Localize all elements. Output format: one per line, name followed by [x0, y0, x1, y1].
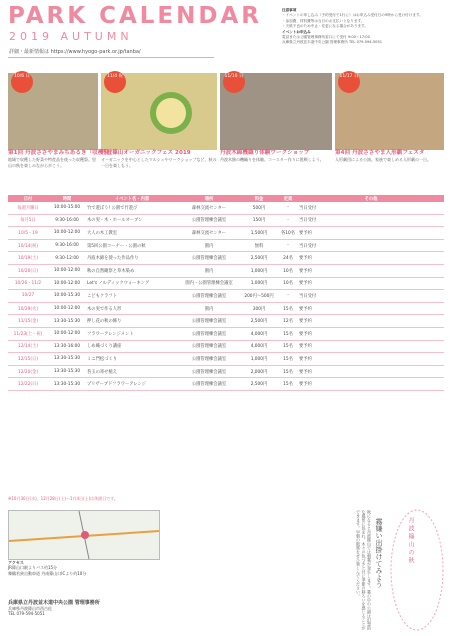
- cell-time: 10:00-15:00: [48, 202, 86, 214]
- col-event: イベント名・内容: [86, 195, 178, 202]
- col-capacity: 定員: [278, 195, 298, 202]
- cell-fee: 4,000円: [240, 327, 278, 340]
- access-line: JR篠山口駅よりバス約15分: [8, 565, 58, 571]
- cell-other: 要予約: [298, 315, 444, 328]
- cell-date: 10/5・19: [8, 227, 48, 240]
- cell-other: 要予約: [298, 365, 444, 378]
- access-info: [8, 560, 158, 576]
- cell-cap: 15名: [278, 365, 298, 378]
- cell-date: 10/14(祝): [8, 239, 48, 252]
- cell-place: 園内・公園管理棟会議室: [178, 277, 240, 290]
- cell-time: 10:00-15:30: [48, 290, 86, 303]
- table-row: [8, 365, 444, 378]
- cell-other: 要予約: [298, 302, 444, 315]
- apply-line: 電話または公園管理事務所窓口にて受付 9:00～17:00: [282, 35, 370, 40]
- management-office: [8, 601, 178, 617]
- schedule-table: [8, 195, 444, 391]
- table-row: [8, 214, 444, 227]
- decorative-circle: [388, 505, 446, 635]
- table-row: [8, 353, 444, 366]
- cell-place: 園内: [178, 302, 240, 315]
- cell-time: 9:30-12:00: [48, 252, 86, 265]
- notice-box: [282, 8, 444, 66]
- cell-other: 要予約: [298, 264, 444, 277]
- cell-date: 12/15(日): [8, 353, 48, 366]
- cell-place: 森林交流センター: [178, 202, 240, 214]
- cell-fee: 1,500円: [240, 227, 278, 240]
- cell-place: 公園管理棟会議室: [178, 378, 240, 391]
- cell-time: 9:30-16:00: [48, 239, 86, 252]
- feature-photo: [335, 73, 444, 150]
- cell-date: 10/29(火): [8, 302, 48, 315]
- cell-fee: 500円: [240, 202, 278, 214]
- feature-caption: [8, 150, 115, 191]
- cell-time: 13:30-16:00: [48, 340, 86, 353]
- table-row: [8, 252, 444, 265]
- cell-name: Let's ノルディックウォーキング: [86, 277, 178, 290]
- notice-line: ・イベントの申し込み（予約受付で1行に）はお申込み受付日の9時から受け付けます。: [282, 13, 423, 18]
- cell-other: 要予約: [298, 378, 444, 391]
- table-row: [8, 227, 444, 240]
- apply-heading: イベントお申込み: [282, 29, 311, 34]
- cell-cap: 15名: [278, 327, 298, 340]
- cell-other: 当日受付: [298, 202, 444, 214]
- cell-date: 12/14(土): [8, 340, 48, 353]
- cell-fee: 1,000円: [240, 277, 278, 290]
- cell-time: 10:00-12:00: [48, 327, 86, 340]
- cell-fee: 150円: [240, 214, 278, 227]
- col-place: 場所: [178, 195, 240, 202]
- cell-date: 10/20(日): [8, 264, 48, 277]
- feature-text: 人形劇団による公演。家族で楽しめる人形劇の一日。: [335, 157, 431, 163]
- table-header-row: [8, 195, 444, 202]
- cell-name: 木の実で作る人形: [86, 302, 178, 315]
- feature-text: 地域で収穫した野菜や特産品を使った収穫祭。里山の秋を楽しみながら歩こう。: [8, 157, 96, 168]
- feature-photo: [8, 73, 98, 150]
- cell-date: 10/19(土): [8, 252, 48, 265]
- cell-cap: -: [278, 202, 298, 214]
- cell-name: 秋の自然観察と草木染め: [86, 264, 178, 277]
- cell-date: 11/15(金): [8, 315, 48, 328]
- cell-place: 公園管理棟会議室: [178, 340, 240, 353]
- date-pin: 10/6 日: [11, 71, 33, 93]
- feature-text: 丹波木綿の機織りを体験。コースター作りに挑戦しよう。: [220, 157, 324, 163]
- cell-time: 10:00-12:00: [48, 264, 86, 277]
- circle-label: 丹波篠山の秋: [407, 517, 414, 565]
- schedule-body: [8, 202, 444, 390]
- cell-other: 当日受付: [298, 239, 444, 252]
- cell-date: 10/27: [8, 290, 48, 303]
- access-heading: アクセス: [8, 560, 24, 565]
- cell-fee: 2,500円: [240, 378, 278, 391]
- cell-cap: -: [278, 239, 298, 252]
- circle-ring: [388, 505, 446, 635]
- cell-fee: 2,500円: [240, 315, 278, 328]
- cell-place: 森林交流センター: [178, 227, 240, 240]
- cell-name: こどもクラフト: [86, 290, 178, 303]
- cell-time: 9:30-16:00: [48, 214, 86, 227]
- cell-cap: 各10名: [278, 227, 298, 240]
- essay-title: 霧嫌い出掛けてみよう: [375, 518, 383, 588]
- organic-fes-graphic: [131, 91, 211, 135]
- cell-time: 10:00-12:00: [48, 302, 86, 315]
- table-row: [8, 202, 444, 214]
- page-title: PARK CALENDAR: [8, 3, 262, 29]
- feature-title: 丹波篠山オーガニックフェス 2019: [101, 150, 191, 156]
- cell-other: 要予約: [298, 340, 444, 353]
- cell-place: 公園管理棟会議室: [178, 214, 240, 227]
- essay-text: 秋になると丹波篠山では朝霧が発生します。霧の中の公園は幻想的な風景に包まれ、木々の色づきと共に季節の移ろいを感じることができます。早朝の散策をぜひ楽しんでください。: [356, 510, 372, 630]
- col-time: 時間: [48, 195, 86, 202]
- table-row: [8, 277, 444, 290]
- cell-other: 要予約: [298, 327, 444, 340]
- cell-name: 第5回公園コーナー・公園の秋: [86, 239, 178, 252]
- cell-cap: 15名: [278, 302, 298, 315]
- cell-date: 11/23(土・祝): [8, 327, 48, 340]
- cell-fee: 無料: [240, 239, 278, 252]
- table-row: [8, 340, 444, 353]
- feature-caption: [101, 151, 217, 191]
- feature-title: 第4回 丹波ささやま人形劇フェスタ: [335, 150, 425, 156]
- table-row: [8, 378, 444, 391]
- cell-cap: 15名: [278, 353, 298, 366]
- map-graphic: [9, 511, 159, 559]
- notice-heading: 注意事項: [282, 8, 297, 12]
- cell-name: 苔玉の寄せ植え: [86, 365, 178, 378]
- col-fee: 料金: [240, 195, 278, 202]
- cell-date: 毎週月曜日: [8, 202, 48, 214]
- table-row: [8, 239, 444, 252]
- cell-name: しめ縄づくり講座: [86, 340, 178, 353]
- cell-place: 公園管理棟会議室: [178, 327, 240, 340]
- feature-caption: [220, 151, 332, 191]
- col-other: その他: [298, 195, 444, 202]
- cell-name: ミニ門松づくり: [86, 353, 178, 366]
- notice-line: ・天候不良のため中止・変更になる場合があります。: [282, 24, 368, 29]
- date-pin: 11/4 祝: [104, 71, 126, 93]
- date-pin: 11/17 日: [338, 71, 360, 93]
- table-row: [8, 264, 444, 277]
- col-date: 日付: [8, 195, 48, 202]
- cell-cap: 12名: [278, 315, 298, 328]
- header-divider: [8, 57, 214, 58]
- cell-fee: 4,000円: [240, 340, 278, 353]
- cell-time: 13:30-15:30: [48, 378, 86, 391]
- cell-name: 木の実・木・ホールオーブン: [86, 214, 178, 227]
- cell-place: 公園管理棟会議室: [178, 315, 240, 328]
- cell-cap: 24名: [278, 252, 298, 265]
- cell-fee: 1,000円: [240, 353, 278, 366]
- cell-time: 13:30-15:30: [48, 353, 86, 366]
- cell-other: 要予約: [298, 252, 444, 265]
- cell-cap: 15名: [278, 378, 298, 391]
- cell-name: 丹波木綿を使った作品作り: [86, 252, 178, 265]
- cell-name: 竹で遊ぼう! 公園で竹遊び: [86, 202, 178, 214]
- table-row: [8, 315, 444, 328]
- cell-place: 園内: [178, 239, 240, 252]
- cell-time: 13:30-15:30: [48, 315, 86, 328]
- cell-cap: -: [278, 214, 298, 227]
- cell-date: 12/20(金): [8, 365, 48, 378]
- feature-title: 第1回 丹波ささやまみちあるき「収穫祭」: [8, 150, 115, 156]
- feature-photo: [101, 73, 217, 150]
- cell-fee: 300円: [240, 302, 278, 315]
- cell-fee: 2,000円: [240, 365, 278, 378]
- access-line: 舞鶴若狭自動車道 丹南篠山口ICより約10分: [8, 570, 87, 576]
- table-row: [8, 327, 444, 340]
- cell-name: 大人の木工教室: [86, 227, 178, 240]
- cell-time: 13:30-15:30: [48, 365, 86, 378]
- apply-line: 兵庫県立丹波並木道中央公園 管理事務所 TEL 079-594-5051: [282, 40, 383, 45]
- cell-name: フラワーアレンジメント: [86, 327, 178, 340]
- date-pin: 11/10 日: [223, 71, 245, 93]
- feature-caption: [335, 151, 444, 191]
- feature-text: オーガニックを中心としたマルシェやワークショップなど、秋の一日を楽しもう。: [101, 157, 217, 168]
- cell-date: 12/22(日): [8, 378, 48, 391]
- cell-date: 10/26・11/2: [8, 277, 48, 290]
- cell-place: 公園管理棟会議室: [178, 290, 240, 303]
- cell-place: 公園管理棟会議室: [178, 365, 240, 378]
- cell-fee: 1,000円: [240, 264, 278, 277]
- office-line: 兵庫県丹波篠山市西古佐: [8, 606, 52, 612]
- website-url[interactable]: 詳細・最新情報は https://www.hyogo-park.or.jp/tanba/: [9, 49, 141, 55]
- cell-cap: 10名: [278, 264, 298, 277]
- cell-other: 当日受付: [298, 214, 444, 227]
- cell-name: 押し花の秋の飾り: [86, 315, 178, 328]
- table-row: [8, 290, 444, 303]
- cell-time: 10:00-12:00: [48, 227, 86, 240]
- cell-place: 公園管理棟会議室: [178, 252, 240, 265]
- closure-note: ※10月30日(水)、12月28日(土)～1月4日(土)は休園日です。: [8, 496, 118, 501]
- notice-line: ・参加費、材料費等は当日のお支払いとなります。: [282, 18, 365, 23]
- office-line: TEL 079-594-5051: [8, 611, 45, 617]
- cell-fee: 2,500円: [240, 252, 278, 265]
- cell-other: 要予約: [298, 277, 444, 290]
- cell-fee: 200円～500円: [240, 290, 278, 303]
- cell-place: 園内: [178, 264, 240, 277]
- cell-date: 毎月5日: [8, 214, 48, 227]
- page-subtitle: 2019 AUTUMN: [9, 30, 133, 43]
- office-name: 兵庫県立丹波並木道中央公園 管理事務所: [8, 600, 100, 606]
- feature-photo: [220, 73, 332, 150]
- cell-other: 要予約: [298, 227, 444, 240]
- cell-place: 公園管理棟会議室: [178, 353, 240, 366]
- cell-time: 10:00-12:00: [48, 277, 86, 290]
- feature-photos: [8, 73, 444, 150]
- feature-title: 丹波木綿機織り体験ワークショップ: [220, 150, 310, 156]
- cell-cap: -: [278, 290, 298, 303]
- table-row: [8, 302, 444, 315]
- cell-cap: 15名: [278, 340, 298, 353]
- cell-cap: 10名: [278, 277, 298, 290]
- cell-name: プリザーブドフラワーアレンジ: [86, 378, 178, 391]
- access-map: [8, 510, 160, 560]
- cell-other: 当日受付: [298, 290, 444, 303]
- cell-other: 要予約: [298, 353, 444, 366]
